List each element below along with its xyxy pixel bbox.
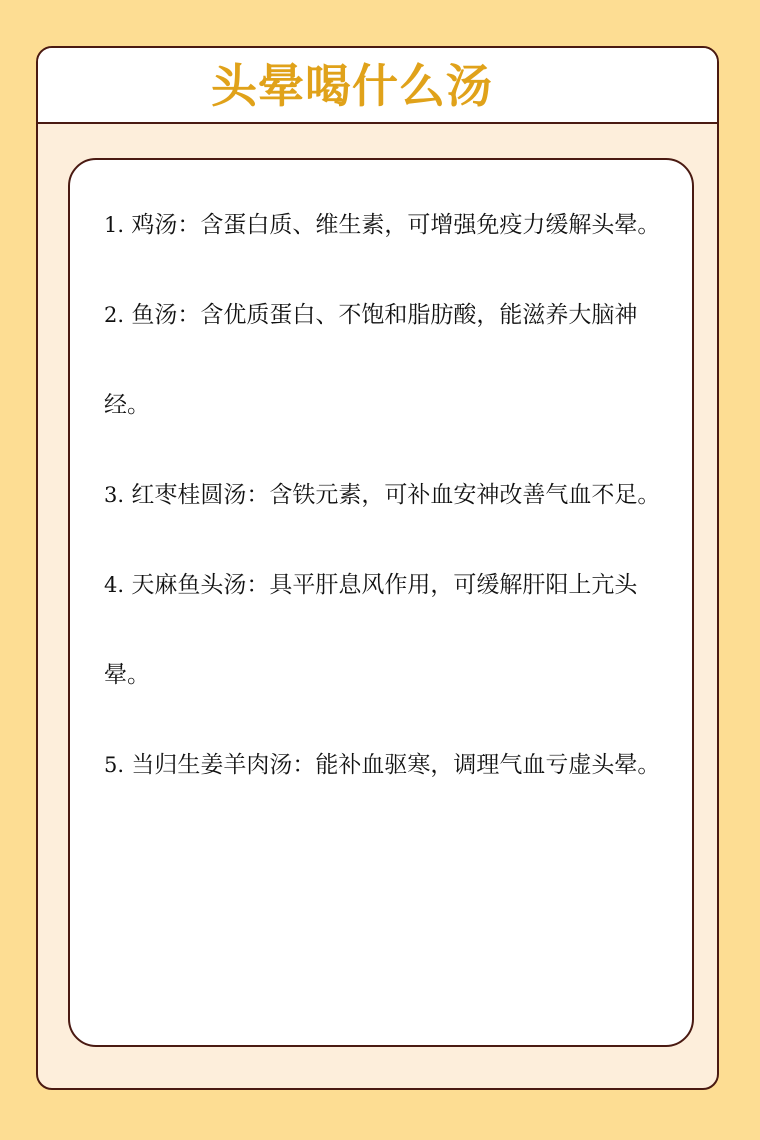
page-title: 头晕喝什么汤 <box>211 59 493 113</box>
info-card <box>36 46 719 1090</box>
item-number: 3. <box>104 483 125 507</box>
item-number: 4. <box>104 573 125 597</box>
list-item <box>104 540 676 720</box>
item-number: 2. <box>104 303 125 327</box>
soup-list <box>104 180 676 810</box>
list-item <box>104 450 676 540</box>
item-number: 1. <box>104 213 125 237</box>
item-text: 当归生姜羊肉汤：能补血驱寒，调理气血亏虚头晕。 <box>131 752 661 778</box>
card-header <box>38 48 717 124</box>
content-box <box>68 158 694 1047</box>
list-item <box>104 180 676 270</box>
item-number: 5. <box>104 753 125 777</box>
list-item <box>104 720 676 810</box>
item-text: 红枣桂圆汤：含铁元素，可补血安神改善气血不足。 <box>131 482 661 508</box>
item-text: 鱼汤：含优质蛋白、不饱和脂肪酸，能滋养大脑神经。 <box>104 302 638 418</box>
item-text: 鸡汤：含蛋白质、维生素，可增强免疫力缓解头晕。 <box>131 212 661 238</box>
list-item <box>104 270 676 450</box>
item-text: 天麻鱼头汤：具平肝息风作用，可缓解肝阳上亢头晕。 <box>104 572 638 688</box>
